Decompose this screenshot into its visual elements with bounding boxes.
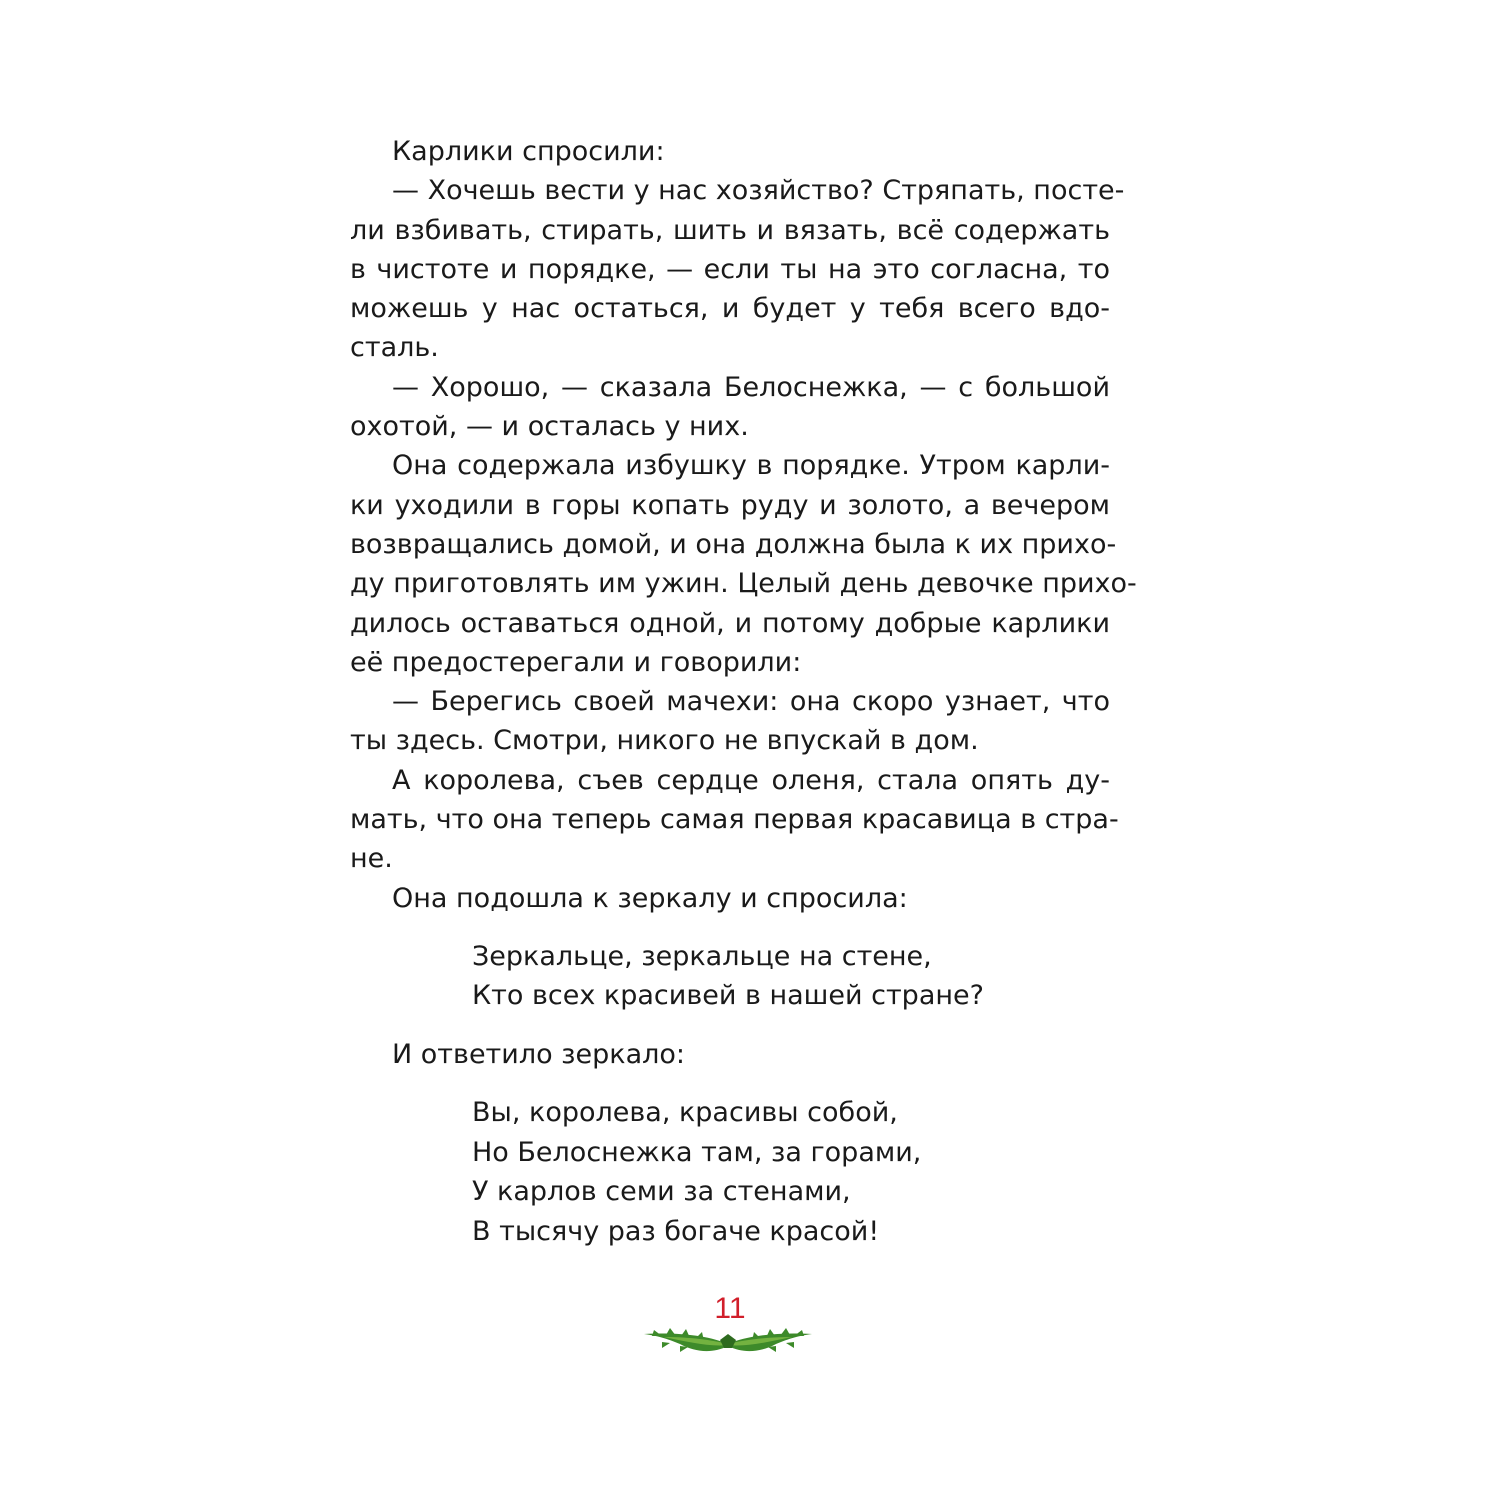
spacer [350, 1074, 1110, 1093]
leaf-ornament-icon [640, 1322, 816, 1362]
text-line: А королева, съев сердце оленя, стала опять ду- [392, 764, 1110, 796]
text-line: Она подошла к зеркалу и спросила: [392, 882, 908, 914]
text-line: И ответило зеркало: [392, 1038, 686, 1070]
poem-line: Кто всех красивей в нашей стране? [472, 980, 984, 1012]
text-line: ки уходили в горы копать руду и золото, а вечером [350, 489, 1110, 521]
spacer [350, 1016, 1110, 1035]
poem-line: Вы, королева, красивы собой, [472, 1097, 898, 1129]
text-line: охотой, — и осталась у них. [350, 411, 749, 443]
body-text [350, 132, 1137, 1251]
text-line: можешь у нас остаться, и будет у тебя всего вдо- [350, 293, 1110, 325]
spacer [350, 918, 1110, 937]
text-line: — Хорошо, — сказала Белоснежка, — с большой [392, 371, 1110, 403]
text-line: не. [350, 843, 393, 875]
text-line: возвращались домой, и она должна была к их прихо- [350, 528, 1117, 560]
poem-line: Но Белоснежка там, за горами, [472, 1136, 922, 1168]
text-line: в чистоте и порядке, — если ты на это согласна, то [350, 253, 1110, 285]
text-line: ты здесь. Смотри, никого не впускай в дом. [350, 725, 979, 757]
poem-line: В тысячу раз богаче красой! [472, 1215, 880, 1247]
page-number: 11 [714, 1292, 746, 1325]
text-line: — Хочешь вести у нас хозяйство? Стряпать, посте- [392, 175, 1125, 207]
text-line: её предостерегали и говорили: [350, 646, 802, 678]
text-line: ли взбивать, стирать, шить и вязать, всё содержать [350, 214, 1110, 246]
poem-line: Зеркальце, зеркальце на стене, [472, 940, 932, 972]
text-line: Она содержала избушку в порядке. Утром карли- [392, 450, 1110, 482]
text-line: — Берегись своей мачехи: она скоро узнает, что [392, 686, 1110, 718]
text-line: Карлики спросили: [392, 136, 665, 167]
text-line: сталь. [350, 332, 439, 364]
text-line: мать, что она теперь самая первая красавица в стра- [350, 804, 1119, 836]
text-line: дилось оставаться одной, и потому добрые карлики [350, 607, 1110, 639]
text-line: ду приготовлять им ужин. Целый день девочке прихо- [350, 568, 1137, 600]
poem-line: У карлов семи за стенами, [472, 1176, 851, 1208]
